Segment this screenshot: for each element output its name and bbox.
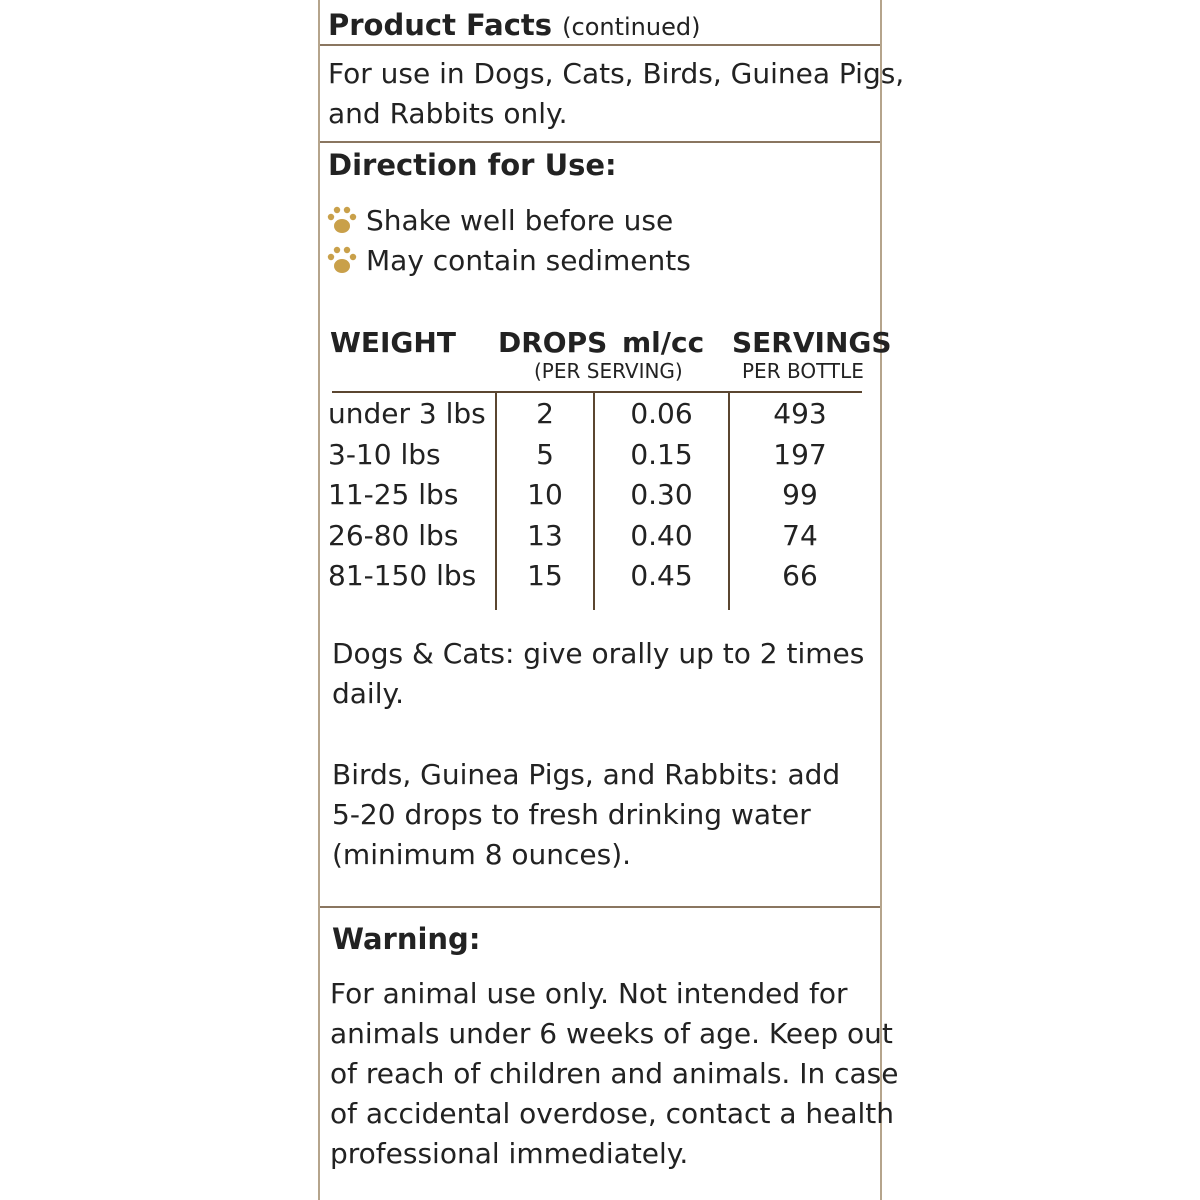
title-text: Product Facts <box>328 8 553 42</box>
table-cell: 10 <box>527 478 563 511</box>
title-continued: (continued) <box>562 13 701 41</box>
table-cell: 26-80 lbs <box>328 518 459 552</box>
col-header-weight: WEIGHT <box>330 326 456 359</box>
product-facts-title <box>328 8 700 42</box>
col-header-servings: SERVINGS <box>732 326 892 359</box>
bullet-text: Shake well before use <box>366 203 674 237</box>
warning-line: of accidental overdose, contact a health <box>330 1097 895 1130</box>
table-cell: 0.45 <box>630 559 693 592</box>
table-cell: 0.30 <box>630 478 693 511</box>
usage-line: and Rabbits only. <box>328 97 568 130</box>
table-cell: 0.15 <box>630 437 693 471</box>
table-header-rule <box>332 391 862 393</box>
ml-column <box>595 394 728 597</box>
table-cell: 74 <box>782 518 818 552</box>
list-item <box>326 200 691 240</box>
table-cell: under 3 lbs <box>328 397 486 430</box>
table-cell: 493 <box>773 397 827 430</box>
paw-icon <box>326 205 358 235</box>
warning-line: animals under 6 weeks of age. Keep out <box>330 1017 893 1050</box>
col-header-servings-sub: PER BOTTLE <box>742 359 864 383</box>
divider <box>320 44 880 46</box>
directions-heading: Direction for Use: <box>328 148 617 182</box>
col-header-drops-sub: (PER SERVING) <box>534 359 683 383</box>
warning-text <box>330 974 898 1174</box>
instruction-line: 5-20 drops to fresh drinking water <box>332 798 811 831</box>
table-cell: 0.40 <box>630 518 693 552</box>
table-cell: 66 <box>782 559 818 592</box>
table-cell: 2 <box>536 397 554 430</box>
table-cell: 15 <box>527 559 563 592</box>
table-cell: 11-25 lbs <box>328 478 459 511</box>
table-cell: 0.06 <box>630 397 693 430</box>
warning-line: For animal use only. Not intended for <box>330 977 848 1010</box>
warning-line: professional immediately. <box>330 1137 689 1170</box>
drops-column <box>497 394 593 597</box>
table-cell: 99 <box>782 478 818 511</box>
table-cell: 3-10 lbs <box>328 437 441 471</box>
col-header-drops: DROPS <box>498 326 608 359</box>
divider <box>320 141 880 143</box>
table-cell: 81-150 lbs <box>328 559 477 592</box>
instruction-line: Dogs & Cats: give orally up to 2 times <box>332 637 865 670</box>
directions-list <box>326 200 691 280</box>
list-item <box>326 240 691 280</box>
divider <box>320 906 880 908</box>
instruction-line: daily. <box>332 677 404 710</box>
col-header-ml: ml/cc <box>622 326 705 359</box>
dogs-cats-instructions <box>332 634 864 714</box>
weight-column <box>328 394 486 597</box>
warning-line: of reach of children and animals. In case <box>330 1057 899 1090</box>
table-cell: 5 <box>536 437 554 471</box>
product-facts-panel <box>318 0 905 1200</box>
bullet-text: May contain sediments <box>366 243 691 277</box>
small-animal-instructions <box>332 755 840 875</box>
table-cell: 13 <box>527 518 563 552</box>
paw-icon <box>326 245 358 275</box>
instruction-line: Birds, Guinea Pigs, and Rabbits: add <box>332 758 841 791</box>
usage-text <box>328 54 904 134</box>
usage-line: For use in Dogs, Cats, Birds, Guinea Pigs, <box>328 57 905 90</box>
warning-heading: Warning: <box>332 922 481 956</box>
table-cell: 197 <box>773 437 827 471</box>
servings-column <box>730 394 870 597</box>
instruction-line: (minimum 8 ounces). <box>332 838 632 871</box>
